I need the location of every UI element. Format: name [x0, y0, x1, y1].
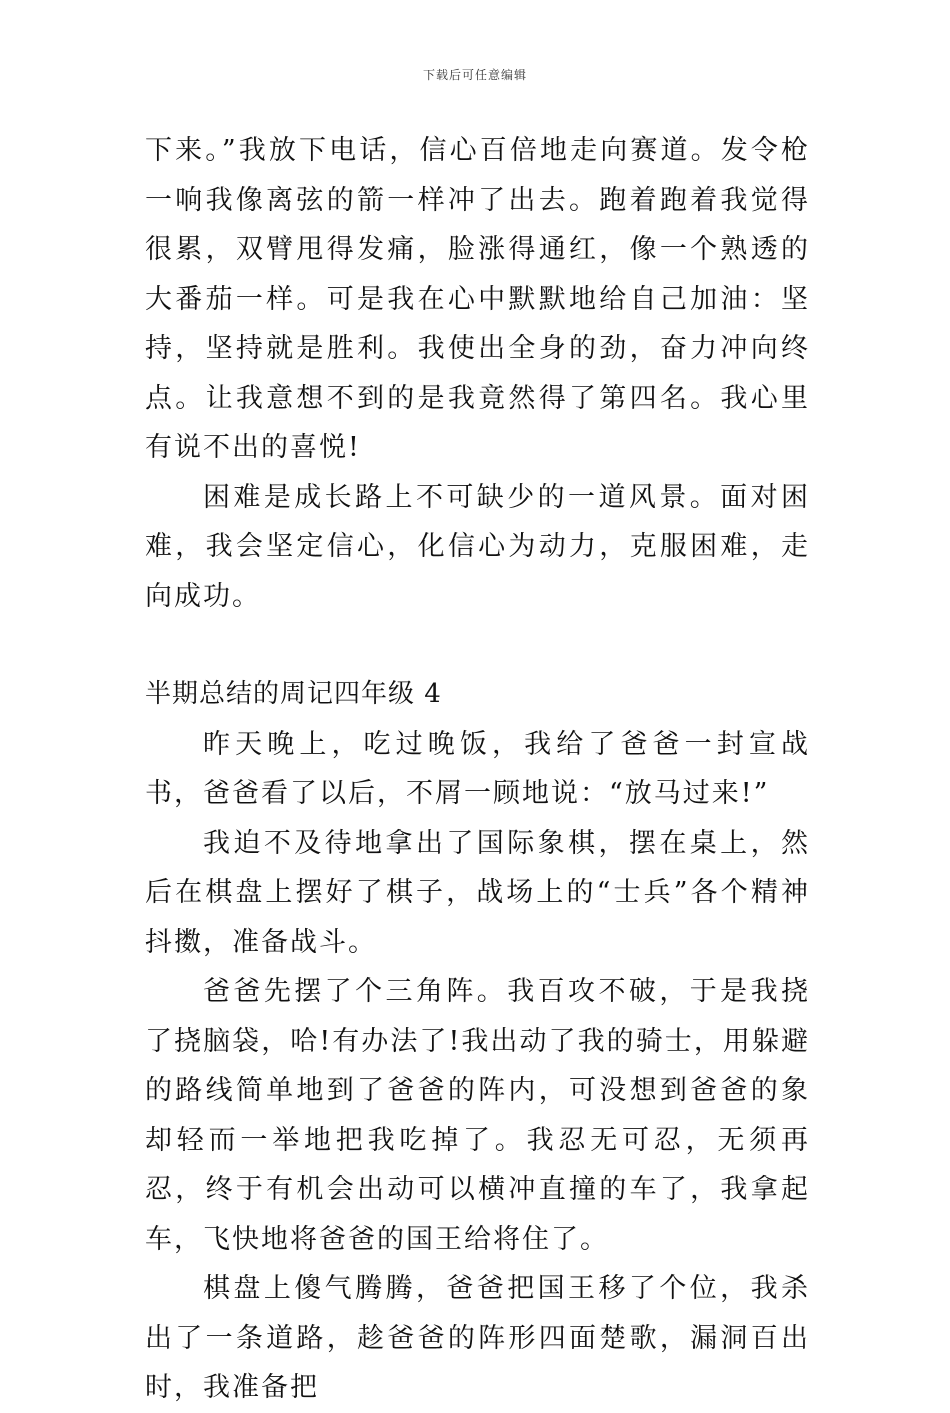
paragraph-chess-continuation: 棋盘上傻气腾腾，爸爸把国王移了个位，我杀出了一条道路，趁爸爸的阵形四面楚歌，漏洞百出时，我准备把: [145, 1273, 810, 1403]
paragraph-difficulty-conclusion: 困难是成长路上不可缺少的一道风景。面对困难，我会坚定信心，化信心为动力，克服困难，走向成功。: [145, 481, 810, 612]
paragraph-declaration-of-war: 昨天晚上，吃过晚饭，我给了爸爸一封宣战书，爸爸看了以后，不屑一顾地说：“放马过来!”: [145, 728, 810, 809]
paragraph-chess-battle: 爸爸先摆了个三角阵。我百攻不破，于是我挠了挠脑袋，哈!有办法了!我出动了我的骑士，用躲避的路线简单地到了爸爸的阵内，可没想到爸爸的象却轻而一举地把我吃掉了。我忍无可忍，无须再忍，终于有机会出动可以横冲直撞的车了，我拿起车，飞快地将爸爸的国王给将住了。: [145, 976, 810, 1255]
paragraph-race-ending: 下来。”我放下电话，信心百倍地走向赛道。发令枪一响我像离弦的箭一样冲了出去。跑着跑着我觉得很累，双臂甩得发痛，脸涨得通红，像一个熟透的大番茄一样。可是我在心中默默地给自己加油：坚持，坚持就是胜利。我使出全身的劲，奋力冲向终点。让我意想不到的是我竟然得了第四名。我心里有说不出的喜悦!: [145, 135, 810, 463]
section-spacer: [145, 621, 810, 670]
page-header-note: 下载后可任意编辑: [422, 68, 527, 82]
article-body: [145, 126, 810, 1413]
paragraph-setting-up-chess: 我迫不及待地拿出了国际象棋，摆在桌上，然后在棋盘上摆好了棋子，战场上的“士兵”各个精神抖擞，准备战斗。: [145, 827, 810, 958]
section-title: 半期总结的周记四年级 4: [145, 679, 442, 709]
